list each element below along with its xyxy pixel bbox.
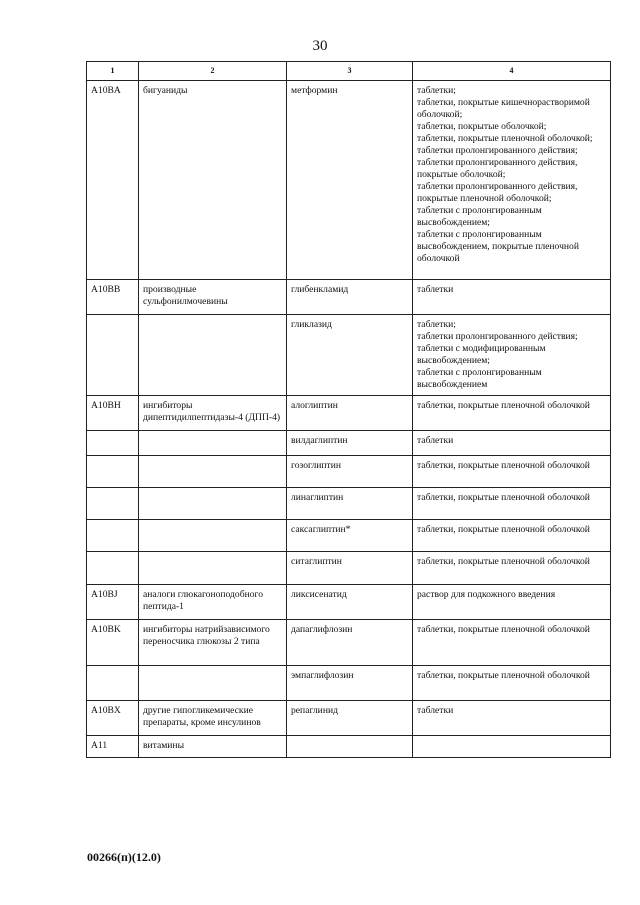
atc-code-cell <box>87 315 139 396</box>
table-row <box>87 620 611 666</box>
dosage-form: таблетки пролонгированного действия, покрытые оболочкой; <box>417 157 578 180</box>
dosage-form: таблетки, покрытые пленочной оболочкой <box>417 400 590 411</box>
dosage-forms-cell <box>413 456 611 488</box>
dosage-form: таблетки с пролонгированным высвобождением <box>417 367 542 390</box>
dosage-form: таблетки, покрытые оболочкой; <box>417 121 547 132</box>
atc-code-cell <box>87 520 139 552</box>
atc-code-cell: A10BH <box>87 396 139 431</box>
table-row <box>87 456 611 488</box>
table-row <box>87 736 611 758</box>
group-name-cell: витамины <box>139 736 287 758</box>
drug-table <box>86 61 611 758</box>
table-row <box>87 701 611 736</box>
table-row <box>87 431 611 456</box>
atc-code-cell <box>87 431 139 456</box>
drug-name-cell: глибенкламид <box>287 280 413 315</box>
dosage-forms-cell <box>413 552 611 585</box>
atc-code-cell: A10BJ <box>87 585 139 620</box>
column-header: 3 <box>287 62 413 81</box>
table-row <box>87 666 611 701</box>
drug-name-cell: вилдаглиптин <box>287 431 413 456</box>
drug-name-cell: алоглиптин <box>287 396 413 431</box>
column-header: 2 <box>139 62 287 81</box>
dosage-form: таблетки пролонгированного действия, покрытые пленочной оболочкой; <box>417 181 578 204</box>
dosage-form: таблетки, покрытые пленочной оболочкой <box>417 624 590 635</box>
atc-code-cell: A10BX <box>87 701 139 736</box>
dosage-form: таблетки, покрытые пленочной оболочкой; <box>417 133 593 144</box>
dosage-forms-cell <box>413 315 611 396</box>
table-body <box>87 81 611 758</box>
dosage-form: таблетки с пролонгированным высвобождением, покрытые пленочной оболочкой <box>417 229 579 264</box>
group-name-cell <box>139 315 287 396</box>
drug-name-cell: гликлазид <box>287 315 413 396</box>
drug-name-cell: ситаглиптин <box>287 552 413 585</box>
dosage-forms-cell <box>413 585 611 620</box>
group-name-cell: другие гипогликемические препараты, кроме инсулинов <box>139 701 287 736</box>
atc-code-cell: A10BK <box>87 620 139 666</box>
table-row <box>87 520 611 552</box>
atc-code-cell <box>87 552 139 585</box>
group-name-cell <box>139 456 287 488</box>
atc-code-cell: A11 <box>87 736 139 758</box>
table-row <box>87 585 611 620</box>
dosage-form: таблетки; <box>417 319 456 330</box>
table-header-row <box>87 62 611 81</box>
drug-name-cell: линаглиптин <box>287 488 413 520</box>
atc-code-cell: A10BA <box>87 81 139 280</box>
dosage-form: таблетки пролонгированного действия; <box>417 145 578 156</box>
table-row <box>87 488 611 520</box>
dosage-form: таблетки <box>417 284 454 295</box>
table-row <box>87 280 611 315</box>
table-row <box>87 81 611 280</box>
dosage-form: таблетки с пролонгированным высвобождением; <box>417 205 542 228</box>
group-name-cell <box>139 552 287 585</box>
dosage-form: таблетки, покрытые пленочной оболочкой <box>417 556 590 567</box>
atc-code-cell <box>87 666 139 701</box>
dosage-forms-cell <box>413 666 611 701</box>
dosage-form: таблетки; <box>417 85 456 96</box>
drug-name-cell: репаглинид <box>287 701 413 736</box>
atc-code-cell: A10BB <box>87 280 139 315</box>
group-name-cell <box>139 488 287 520</box>
dosage-form: таблетки, покрытые пленочной оболочкой <box>417 670 590 681</box>
drug-name-cell: ликсисенатид <box>287 585 413 620</box>
dosage-forms-cell <box>413 488 611 520</box>
dosage-forms-cell <box>413 81 611 280</box>
table-row <box>87 396 611 431</box>
dosage-form: таблетки с модифицированным высвобождением; <box>417 343 546 366</box>
drug-name-cell: эмпаглифлозин <box>287 666 413 701</box>
dosage-form: таблетки, покрытые пленочной оболочкой <box>417 460 590 471</box>
page-number: 30 <box>312 38 328 54</box>
group-name-cell: бигуаниды <box>139 81 287 280</box>
group-name-cell: аналоги глюкагоноподобного пептида-1 <box>139 585 287 620</box>
dosage-form: таблетки, покрытые пленочной оболочкой <box>417 524 590 535</box>
dosage-forms-cell <box>413 701 611 736</box>
column-header: 4 <box>413 62 611 81</box>
dosage-form: таблетки <box>417 705 454 716</box>
dosage-form: таблетки, покрытые кишечнорастворимой оболочкой; <box>417 97 590 120</box>
atc-code-cell <box>87 488 139 520</box>
column-header: 1 <box>87 62 139 81</box>
dosage-forms-cell <box>413 520 611 552</box>
dosage-form: раствор для подкожного введения <box>417 589 556 600</box>
drug-name-cell <box>287 736 413 758</box>
group-name-cell: ингибиторы дипептидилпептидазы-4 (ДПП-4) <box>139 396 287 431</box>
dosage-form: таблетки <box>417 435 454 446</box>
dosage-form: таблетки, покрытые пленочной оболочкой <box>417 492 590 503</box>
group-name-cell <box>139 520 287 552</box>
dosage-forms-cell <box>413 736 611 758</box>
group-name-cell: ингибиторы натрийзависимого переносчика глюкозы 2 типа <box>139 620 287 666</box>
group-name-cell: производные сульфонилмочевины <box>139 280 287 315</box>
document-code: 00266(п)(12.0) <box>87 850 161 864</box>
atc-code-cell <box>87 456 139 488</box>
dosage-forms-cell <box>413 620 611 666</box>
dosage-form: таблетки пролонгированного действия; <box>417 331 578 342</box>
table-row <box>87 315 611 396</box>
drug-name-cell: саксаглиптин* <box>287 520 413 552</box>
drug-name-cell: метформин <box>287 81 413 280</box>
group-name-cell <box>139 431 287 456</box>
dosage-forms-cell <box>413 431 611 456</box>
table-row <box>87 552 611 585</box>
dosage-forms-cell <box>413 396 611 431</box>
drug-name-cell: дапаглифлозин <box>287 620 413 666</box>
dosage-forms-cell <box>413 280 611 315</box>
group-name-cell <box>139 666 287 701</box>
drug-name-cell: гозоглиптин <box>287 456 413 488</box>
